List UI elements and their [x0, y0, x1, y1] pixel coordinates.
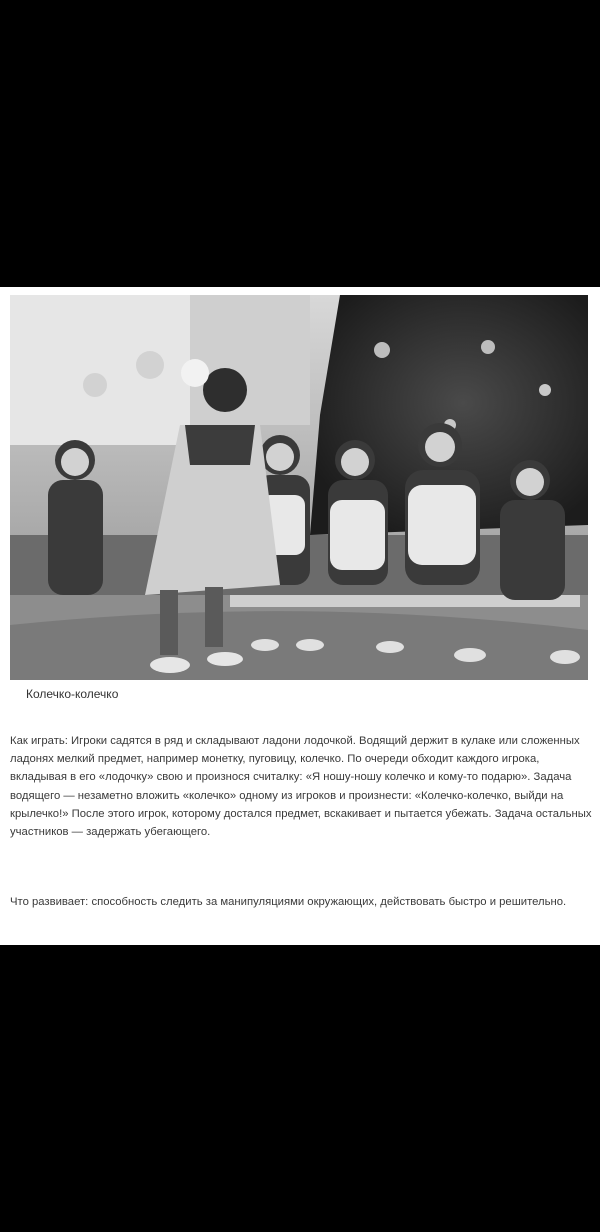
top-black-area — [0, 0, 600, 287]
develops-paragraph: Что развивает: способность следить за манипуляциями окружающих, действовать быстро и решительно. — [10, 896, 567, 908]
how-to-play-paragraph: Как играть: Игроки садятся в ряд и складывают ладони лодочкой. Водящий держит в кулаке или сложенных ладонях мелкий предмет, например монетку, пуговицу, колечко. По очереди обходит каждого игрока, вкладывая в его «лодочку» свою и произнося считалку: «Я ношу-ношу колечко и кому-то подарю». Задача водящего — незаметно вложить «колечко» одному из игроков и произнести: «Колечко-колечко, выйди на крылечко!» После этого игрок, которому достался предмет, вскакивает и пытается убежать. Задача остальных участников — задержать убегающего. — [10, 735, 592, 839]
article-card — [0, 287, 600, 945]
bottom-black-area — [0, 945, 600, 1232]
article-photo — [10, 295, 588, 680]
photo-caption: Колечко-колечко — [26, 687, 119, 701]
